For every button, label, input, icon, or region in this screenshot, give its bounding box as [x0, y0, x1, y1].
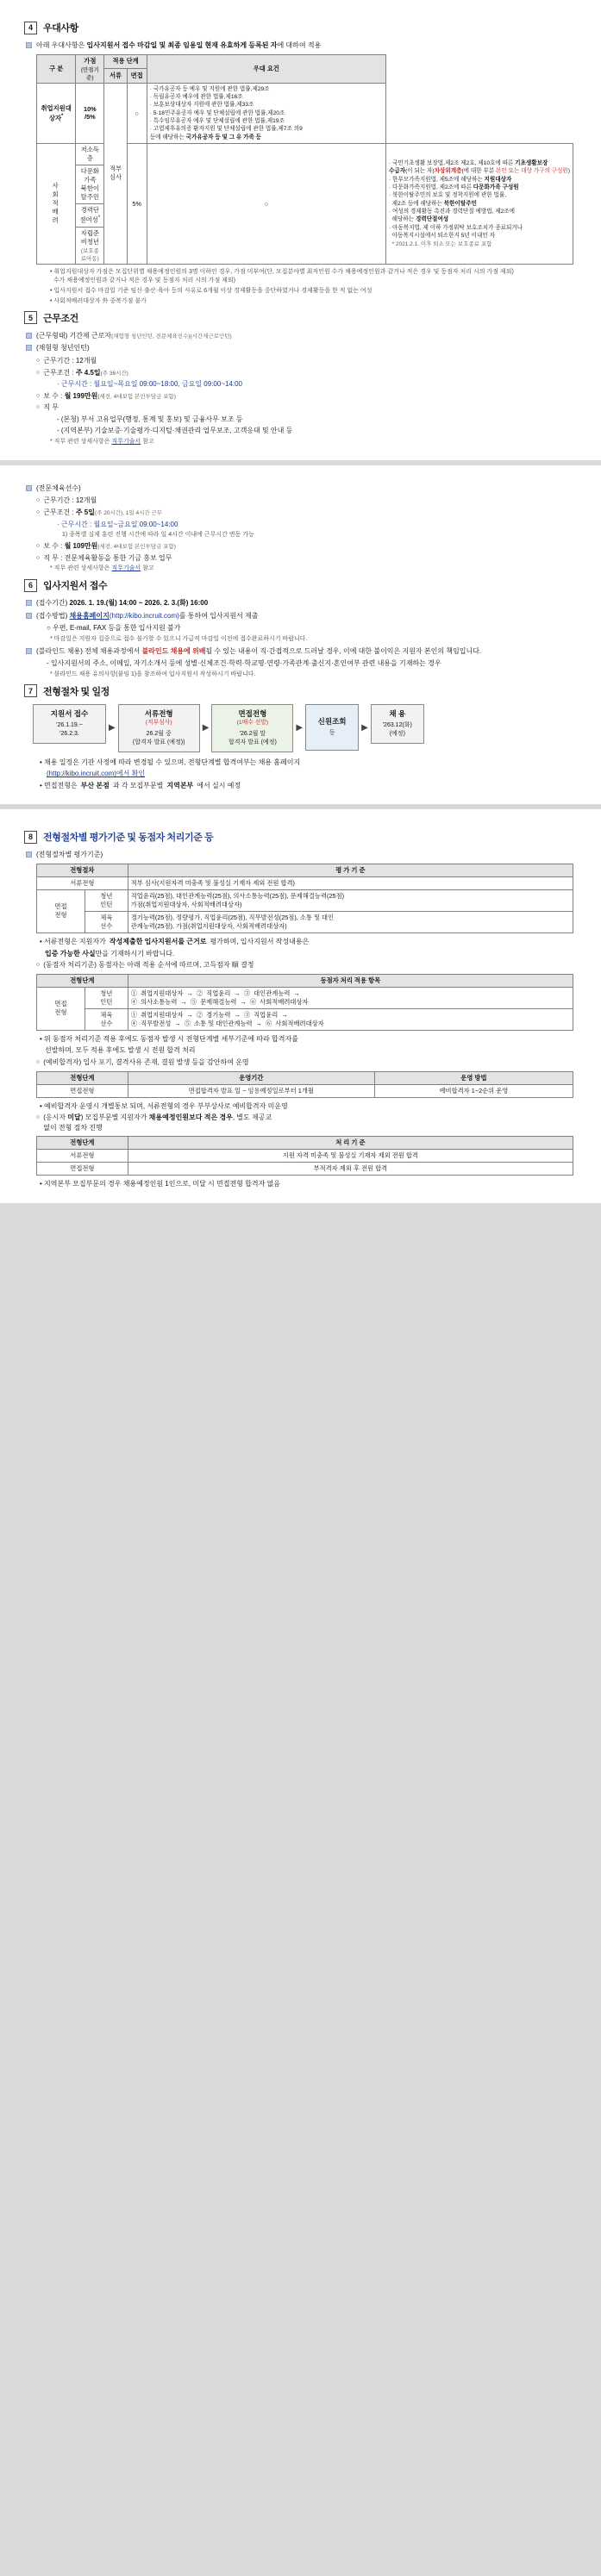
cell-tiebreak-intern: ① 취업지원대상자 → ② 직업윤리 → ③ 대인관계능력 → ④ 의사소통능력 → ⑤ 문제해결능력 → ⑥ 사회적배려대상자: [128, 987, 573, 1008]
recruit-site-url: (http://kibo.incruit.com): [109, 611, 179, 620]
row-requirement-social: · 국민기초생활 보장법,제2조 제2호, 제10호에 따른 기초생활보장 수급자(이 되는 자)차상위계층(에 대한 부분 본인 또는 대상 가구의 구성원) · 한부모가족지원법, 제5조에 해당하는 지원대상자 · 다문화가족지원법, 제2조에 따른 다문화가족 구성원 · 북한이탈주민의 보호 및 정착지원에 관한 법률, 제2조 등에 해당하는 북한이탈주민 · 여성의 경제활동 촉진과 경력단절 예방법, 제2조에 해당하는 경력단절여성 · 아동복지법, 제 이하 가정위탁 보호조치가 종료되거나 아동복지시설에서 퇴소한지 5년 이내인 자 * 2021.2.1. 이후 퇴소 또는 보호종료 포함: [385, 144, 573, 264]
th-stage: 전형단계: [37, 1137, 128, 1150]
athlete-period: [36, 496, 577, 506]
th-tiebreak: 동점자 처리 적용 항목: [128, 974, 573, 987]
preference-intro-pre: 아래 우대사항은: [36, 41, 87, 49]
athlete-worktime-note: 1) 종목별 실제 훈련 진행 시간에 따라 일 4시간 이내에 근무시간 변동 가능: [62, 532, 254, 539]
blind-label: (블라인드 채용): [36, 646, 83, 655]
table-header-row: [37, 1071, 573, 1084]
section-number: 8: [24, 831, 37, 844]
circle-bullet-icon: ○: [36, 543, 41, 550]
criteria-heading-label: (전형절차별 평가기준): [36, 851, 103, 859]
athlete-pay: [36, 541, 577, 552]
application-period: [26, 598, 577, 608]
reserve-heading: ○ (예비합격자) 입사 포기, 결격사유 존재, 결원 발생 등을 감안하여 운영: [36, 1057, 249, 1066]
cell-stage-athlete: 체육 선수: [85, 1008, 128, 1030]
tie-break-heading: ○ (동점자 처리기준) 동점자는 아래 적용 순서에 따르며, 고득점자 順 결정: [36, 961, 254, 970]
work-type-row: [26, 331, 577, 341]
cell-tiebreak-athlete: ① 취업지원대상자 → ② 경기능력 → ③ 직업윤리 → ④ 직무발전성 → ⑤ 소통 및 대인관계능력 → ⑥ 사회적배려대상자: [128, 1008, 573, 1030]
th-requirement: 우대 요건: [147, 54, 385, 83]
blind-recruit: [26, 646, 577, 657]
intern-duty-label: 직 무: [43, 403, 59, 412]
cell-stage-interview: 면접 전형: [37, 987, 85, 1030]
preference-note-1: • 취업지원대상자 가점은 모집단위별 채용예정인원의 3명 이하인 경우, 가점 미부여(단, 모집분야별 최저인원 수가 채용예정인원과 같거나 적은 경우 및 동점자 처리 시의 가점 제외): [50, 268, 514, 275]
table-header-row: [37, 864, 573, 876]
athlete-duty: [36, 553, 577, 564]
flow-step-interview: [211, 704, 293, 752]
row-sub-career-break: 경력단절여성*: [76, 204, 104, 227]
flow-step-date: '26.2월 말 합격자 발표 (예정): [228, 730, 277, 745]
row-sub-youth: 자립준비청년 (보호종료아동): [76, 227, 104, 264]
intern-cond-small: (주 36시간): [100, 370, 128, 377]
flow-step-title: 지원서 접수: [50, 708, 89, 718]
flow-step-sub: 등: [329, 730, 335, 737]
circle-bullet-icon: ○: [36, 1058, 41, 1065]
intern-worktime: · 근무시간 : 월요일~목요일 09:00~18:00, 금요일 09:00~14:00: [57, 380, 243, 389]
row-doc-screening: 적부 심사: [104, 83, 127, 264]
flow-step-title: 신원조회: [317, 716, 347, 726]
section-number: 4: [24, 22, 37, 34]
criteria-table-wrap: [36, 864, 573, 933]
flow-step-title: 면접전형: [238, 708, 267, 718]
th-method: 운영 방법: [374, 1071, 573, 1084]
preference-note-3: • 사회적배려대상자 外 중복가점 불가: [50, 297, 147, 304]
intern-duty-note: * 직무 관련 상세사항은 직무기술서 참고: [50, 439, 154, 446]
arrow-icon: ▶: [202, 723, 210, 733]
process-flow: [33, 704, 577, 752]
shortage-table-wrap: [36, 1136, 573, 1176]
criteria-note-1b: 입증 가능한 사실만을 기재하시기 바랍니다.: [45, 949, 175, 957]
circle-bullet-icon: ○: [36, 392, 41, 399]
application-method: [26, 611, 577, 621]
cell-stage-interview: 면접전형: [37, 1163, 128, 1176]
section-title: 전형절차 및 일정: [43, 686, 110, 697]
athlete-heading: [26, 483, 577, 494]
square-bullet-icon: [26, 851, 32, 858]
application-method-label: (접수방법): [36, 611, 68, 620]
application-method-note1: ○ 우편, E-mail, FAX 등을 통한 입사지원 불가: [47, 624, 181, 633]
th-stage: 전형단계: [37, 1071, 128, 1084]
criteria-note-1: • 서류전형은 지원자가 작성제출한 입사지원서를 근거로 평가하며, 입사지원서 작성내용은: [40, 937, 310, 945]
section-title: 근무조건: [43, 313, 78, 324]
reserve-note-1: • 예비합격자 운영시 개별통보 되며, 서류전형의 경우 부부상사로 예비합격자 미운영: [40, 1101, 288, 1110]
cell-reserve-method: 예비합격자 1~2순위 운영: [374, 1084, 573, 1097]
cell-stage-interview: 면접 전형: [37, 889, 85, 932]
section-heading-전형절차: [24, 684, 577, 698]
th-division: 구 분: [37, 54, 76, 83]
arrow-icon: ▶: [361, 723, 368, 733]
athlete-pay-small: (세전, 4대보험 본인부담금 포함): [97, 544, 176, 551]
table-header-row: [37, 1137, 573, 1150]
schedule-note-1: • 채용 일정은 기관 사정에 따라 변경될 수 있으며, 전형단계별 합격여부는 채용 홈페이지: [40, 758, 301, 766]
athlete-worktime: · 근무시간 : 월요일~금요일 09:00~14:00: [57, 520, 178, 528]
table-row: [37, 83, 573, 144]
athlete-period-label: 근무기간 : 12개월: [43, 496, 97, 505]
section-number: 5: [24, 311, 37, 324]
preference-intro-bold: 입사지원서 접수 마감일 및 최종 임용일 현재 유효하게 등록된 자: [86, 41, 278, 49]
th-handling: 처 리 기 준: [128, 1137, 573, 1150]
square-bullet-icon: [26, 648, 32, 654]
flow-step-date: 26.2월 중 (합격자 발표 (예정)): [132, 730, 185, 745]
cell-stage-intern: 청년 인턴: [85, 889, 128, 911]
preference-intro: [26, 41, 577, 51]
section-title: 입사지원서 접수: [43, 581, 108, 592]
flow-step-title: 채 용: [389, 708, 406, 718]
th-period: 운영기간: [128, 1071, 374, 1084]
preference-intro-post: 에 대하여 적용: [277, 41, 322, 49]
blind-note-2: * 블라인드 채용 유의사항(붙임 1)을 참조하여 입사지원서 작성하시기 바랍니다.: [50, 671, 256, 677]
cell-stage-document: 서류전형: [37, 876, 128, 889]
th-stage: 전형단계: [37, 974, 128, 987]
intern-duty-2: - (지역본부) 기술보증·기술평가·디지털·채권관리 업무보조, 고객응대 및 안내 등: [57, 427, 293, 435]
square-bullet-icon: [26, 485, 32, 491]
circle-bullet-icon: ○: [36, 404, 41, 411]
square-bullet-icon: [26, 42, 32, 48]
tiebreak-table: [36, 974, 573, 1031]
tiebreak-note-1b: 선발하며, 모두 적용 후에도 발생 시 전원 합격 처리: [45, 1046, 196, 1055]
preference-note-1-sub: 수가 채용예정인원과 같거나 적은 경우 및 동점자 처리 시의 가점 제외): [50, 278, 236, 284]
cell-stage-athlete: 체육 선수: [85, 911, 128, 932]
table-row: [37, 889, 573, 911]
application-period-label: (접수기간): [36, 599, 68, 608]
flow-step-hire: [371, 704, 424, 744]
section-heading-입사지원서접수: [24, 578, 577, 592]
intern-pay-small: (세전, 4대보험 본인부담금 포함): [97, 393, 176, 400]
athlete-duty-note: * 직무 관련 상세사항은 직무기술서 참고: [50, 565, 154, 572]
flow-step-date: '263.12(화) (예정): [382, 722, 412, 738]
th-interview: 면접: [127, 69, 147, 84]
intern-heading-label: (채험형 청년인턴): [36, 344, 90, 352]
athlete-pay-value: 월 109만원: [64, 542, 98, 551]
intern-pay-label: 보 수 :: [43, 391, 63, 400]
work-type-label: (근무형태) 기간제 근로자: [36, 331, 112, 340]
th-apply-stage: 적용 단계: [104, 54, 147, 69]
cell-criteria-athlete: 경기능력(25점), 정량평가, 직업윤리(25점), 직무발전성(25점), 소통 및 대인 관계능력(25점), 가점(취업지원대상자, 사회적배려대상자): [128, 911, 573, 932]
reserve-table-wrap: [36, 1071, 573, 1098]
section-title: 전형절차별 평가기준 및 동점자 처리기준 등: [43, 833, 214, 844]
table-header-row: [37, 54, 573, 69]
page-2: [0, 465, 601, 805]
page-3: [0, 809, 601, 1203]
square-bullet-icon: [26, 600, 32, 606]
work-type-small: (채험형 청년인턴, 전문체육선수): [111, 333, 191, 340]
page-1: [0, 0, 601, 460]
row-division-veteran: 취업지원대상자*: [37, 83, 76, 144]
table-row: [37, 1084, 573, 1097]
cell-stage-intern: 청년 인턴: [85, 987, 128, 1008]
intern-pay: [36, 391, 577, 402]
tiebreak-table-wrap: [36, 974, 573, 1031]
row-requirement-veteran: · 국가유공자 등 예우 및 지원에 관한 법률,제29조 · 독립유공자 예우에 관한 법률,제16조 · 보훈보상대상자 지원에 관한 법률,제33조 · 5·18민주유공자 예우 및 단체설립에 관한 법률,제20조 · 특수임무유공자 예우 및 단체설립에 관한 법률,제19조 · 고엽제후유의증 환자지원 및 단체설립에 관한 법률,제7조 의9 등에 해당하는 국가유공자 등 및 그 유 가족 등: [147, 83, 385, 144]
blind-bold: 블라인드 채용에 위배: [141, 646, 206, 655]
row-interview-mark-veteran: ○: [127, 83, 147, 144]
schedule-note-2: [47, 769, 577, 779]
circle-bullet-icon: ○: [36, 554, 41, 561]
recruit-site-url-2[interactable]: (http://kibo.incruit.com)에서 확인: [47, 770, 146, 778]
reserve-table: [36, 1071, 573, 1098]
flow-step-application: [33, 704, 106, 744]
flow-step-title: 서류전형: [144, 708, 173, 718]
th-criteria: 평 가 기 준: [128, 864, 573, 876]
table-row: [37, 987, 573, 1008]
th-document: 서류: [104, 69, 127, 84]
preference-note-2: • 입사지원서 접수 마감일 기준 임신·출산·육아 등의 사유로 6개월 이상 경제활동을 중단하였거나 경제활동을 한 적 없는 여성: [50, 288, 372, 295]
cell-stage-interview: 면접전형: [37, 1084, 128, 1097]
athlete-cond-small: (주 20시간), 1일 4시간 근무: [94, 510, 163, 517]
shortage-table: [36, 1136, 573, 1176]
athlete-condition: [36, 508, 577, 518]
cell-handling-interview: 부적격자 제외 후 전원 합격: [128, 1163, 573, 1176]
athlete-pay-label: 보 수 :: [43, 542, 63, 551]
criteria-heading: [26, 850, 577, 860]
intern-cond-label: 근무조건 :: [43, 368, 74, 377]
cell-stage-document: 서류전형: [37, 1150, 128, 1163]
intern-duty: [36, 402, 577, 413]
section-title: 우대사항: [43, 23, 78, 34]
table-row: [37, 1150, 573, 1163]
blind-post: 될 수 있는 내용이 직·간접적으로 드러날 경우, 이에 대한 불이익은 지원자 본인의 책임입니다.: [205, 646, 482, 655]
intern-duty-1: - (본청) 부서 고유업무(행정, 통계 및 홍보) 및 금융사무 보조 등: [57, 415, 243, 423]
blind-note-1: - 입사지원서의 주소, 이메일, 자기소개서 등에 성별·신체조건·학력·학교명·연령·가족관계·출신지·혼인여부 관련 내용을 기재하는 경우: [47, 659, 441, 668]
table-header-row: [37, 974, 573, 987]
shortage-note-1: • 지역본부 모집부문의 경우 채용예정인원 1인으로, 미달 시 면접전형 합격자 없음: [40, 1180, 280, 1188]
row-points-social: 5%: [127, 144, 147, 264]
schedule-note-3: • 면접전형은 부산 본점 과 각 모집부문별 지역본부 에서 실시 예정: [40, 781, 241, 789]
preference-table-wrap: [36, 54, 573, 265]
flow-step-date: '26.1.19.~ '26.2.3.: [56, 722, 83, 738]
cell-criteria-intern: 직업윤리(25점), 대인관계능력(25점), 의사소통능력(25점), 문제해결능력(25점) 가점(취업지원대상자, 사회적배려대상자): [128, 889, 573, 911]
table-row: [37, 1163, 573, 1176]
flow-step-background-check: [305, 704, 359, 752]
shortage-heading: ○ (응시자 미달) 모집부문별 지원자가 채용예정인원보다 적은 경우, 별도 제공교 없이 전형 절차 진행: [36, 1113, 272, 1132]
tiebreak-note-1: • 위 동점자 처리기준 적용 후에도 동점자 발생 시 전형단계별 세부기준에 따라 합격자를: [40, 1034, 298, 1043]
preference-table: [36, 54, 573, 265]
intern-condition: [36, 368, 577, 378]
arrow-icon: ▶: [109, 723, 116, 733]
th-stage: 전형절차: [37, 864, 128, 876]
intern-cond-value: 주 4.5일: [75, 368, 101, 377]
table-row: [37, 1008, 573, 1030]
row-sub-lowincome: 저소득층: [76, 144, 104, 165]
th-points: 가점 (만점기준): [76, 54, 104, 83]
circle-bullet-icon: ○: [36, 962, 41, 969]
application-period-value: 2026. 1. 19.(월) 14:00 ~ 2026. 2. 3.(화) 16:00: [69, 599, 209, 608]
application-method-note2: * 마감일은 지원자 집중으로 접수 불가할 수 있으니 가급적 마감일 이전에 접수완료하시기 바랍니다.: [50, 635, 308, 642]
circle-bullet-icon: ○: [36, 1114, 41, 1121]
flow-step-document: [118, 704, 200, 752]
flow-step-sub: (적부심사): [145, 720, 172, 727]
circle-bullet-icon: ○: [36, 509, 41, 516]
square-bullet-icon: [26, 345, 32, 351]
square-bullet-icon: [26, 613, 32, 619]
intern-pay-value: 월 199만원: [64, 391, 98, 400]
blind-pre: 전체 채용과정에서: [85, 646, 142, 655]
flow-step-sub: (1배수 선발): [236, 720, 269, 727]
cell-reserve-period: 면접합격자 발표 일 ~ 임용예정일로부터 1개월: [128, 1084, 374, 1097]
work-type-small-2: (시간제근로인턴): [190, 333, 232, 340]
row-points-veteran: 10% /5%: [76, 83, 104, 144]
circle-bullet-icon: ○: [36, 369, 41, 376]
section-number: 7: [24, 684, 37, 697]
intern-heading: [26, 343, 577, 353]
intern-period: [36, 356, 577, 366]
section-heading-우대사항: [24, 21, 577, 34]
section-heading-평가기준: [24, 830, 577, 844]
recruit-site-link[interactable]: 채용홈페이지: [69, 611, 110, 620]
athlete-duty-label: 직 무 : 전문체육활동을 통한 기금 홍보 업무: [43, 553, 172, 562]
application-method-tail: 를 통하여 입사지원서 제출: [178, 611, 259, 620]
section-number: 6: [24, 579, 37, 592]
section-heading-근무조건: [24, 311, 577, 325]
table-row: [37, 876, 573, 889]
athlete-cond-value: 주 5일: [75, 508, 95, 517]
athlete-cond-label: 근무조건 :: [43, 508, 74, 517]
intern-period-label: 근무기간 : 12개월: [43, 356, 97, 365]
table-row: [37, 911, 573, 932]
criteria-table: [36, 864, 573, 933]
row-interview-mark-social: ○: [147, 144, 385, 264]
cell-handling-document: 지원 자격 미충족 및 불성실 기재자 제외 전원 합격: [128, 1150, 573, 1163]
square-bullet-icon: [26, 333, 32, 339]
arrow-icon: ▶: [296, 723, 304, 733]
circle-bullet-icon: ○: [36, 497, 41, 504]
athlete-heading-label: (전문체육선수): [36, 483, 81, 492]
circle-bullet-icon: ○: [36, 357, 41, 364]
row-division-social: 사 회 적 배 려: [37, 144, 76, 264]
cell-criteria-document: 적부 심사(지원자격 미충족 및 불성실 기재자 제외 전원 합격): [128, 876, 573, 889]
row-sub-multicultural: 다문화가족 북한이탈주민: [76, 165, 104, 204]
